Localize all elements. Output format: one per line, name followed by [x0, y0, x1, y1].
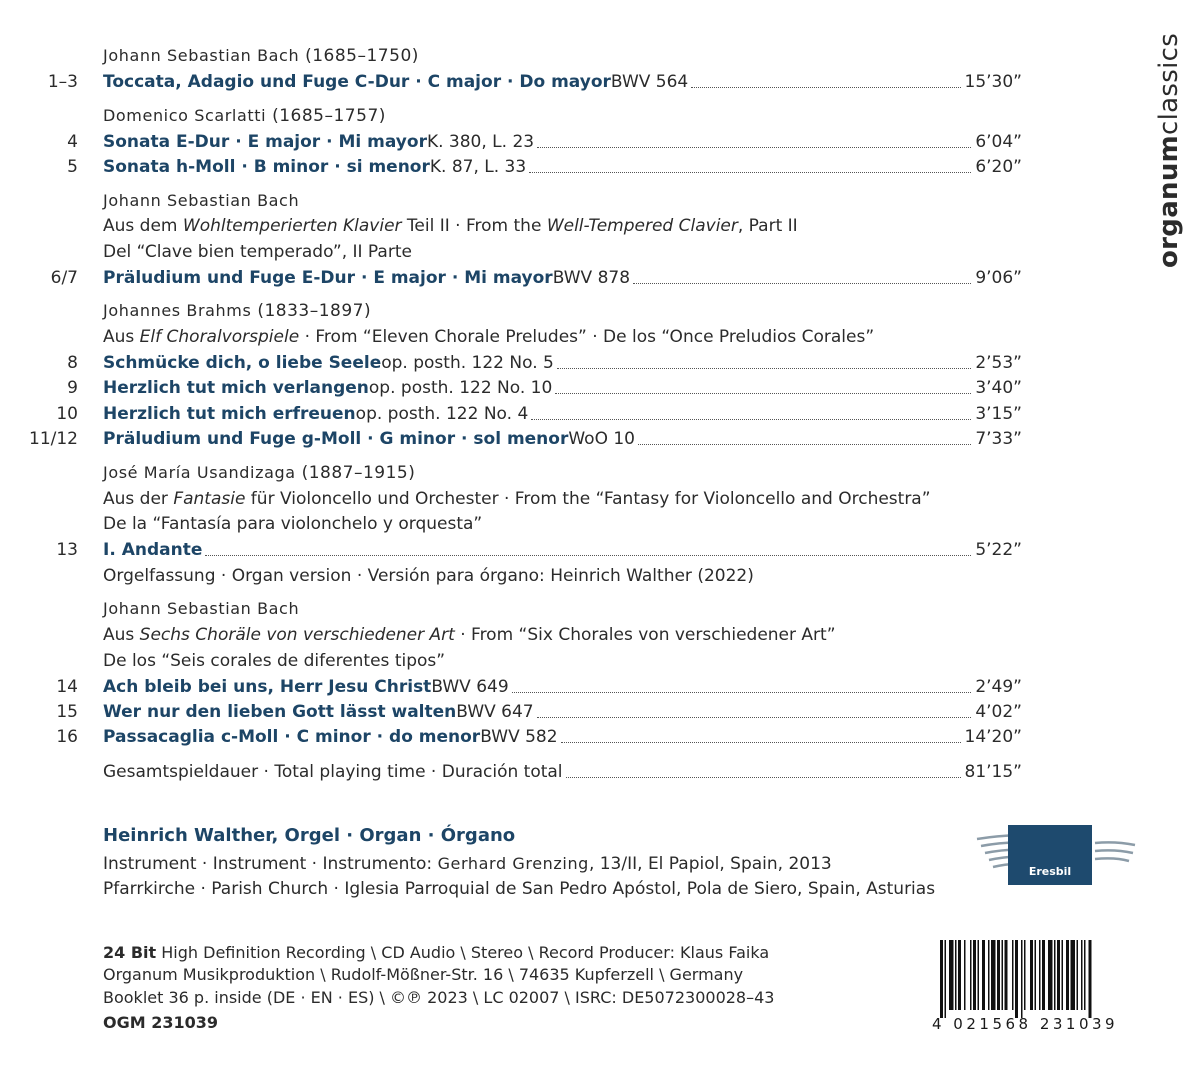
work-description-es: Del “Clave bien temperado”, II Parte: [103, 242, 412, 262]
track-duration: 3’40”: [975, 378, 1022, 398]
barcode-bar: [1021, 940, 1023, 1018]
track-title: Schmücke dich, o liebe Seele: [103, 353, 382, 373]
barcode-bar: [1015, 940, 1018, 1018]
composer-bach-2: [103, 189, 299, 213]
work-description: [103, 214, 798, 238]
dot-leader: [638, 443, 971, 445]
dot-leader: [557, 367, 972, 369]
text-fragment: High Definition Recording \ CD Audio \ Stereo \ Record Producer: Klaus Faika: [156, 943, 770, 962]
track-title: Ach bleib bei uns, Herr Jesu Christ: [103, 677, 432, 697]
track-duration: 15’30”: [964, 72, 1022, 92]
track-row: [0, 427, 1200, 451]
barcode-bar: [978, 940, 980, 1010]
track-catalog: WoO 10: [568, 429, 635, 449]
barcode-bar: [1035, 940, 1037, 1010]
track-duration: 4’02”: [975, 702, 1022, 722]
barcode-bar: [997, 940, 1000, 1010]
barcode-bar: [1081, 940, 1083, 1010]
barcode-digits: 4 021568 231039: [932, 1015, 1119, 1033]
text-fragment: Instrument · Instrument · Instrumento:: [103, 854, 438, 874]
barcode-bar: [1002, 940, 1004, 1010]
total-label: Gesamtspieldauer · Total playing time · Duración total: [103, 762, 563, 782]
track-catalog: BWV 564: [610, 72, 689, 92]
track-row: [0, 538, 1200, 562]
composer-dates: (1685–1757): [272, 106, 386, 126]
text-fragment: Teil II · From the: [401, 216, 547, 236]
credits-line-1: [103, 941, 769, 965]
track-duration: 3’15”: [975, 404, 1022, 424]
track-row: [0, 725, 1200, 749]
work-description-es: De la “Fantasía para violonchelo y orquesta”: [103, 514, 483, 534]
composer-name: Domenico Scarlatti: [103, 106, 267, 125]
composer-dates: (1887–1915): [301, 463, 416, 483]
dot-leader: [566, 776, 961, 778]
composer-brahms: [103, 299, 371, 323]
barcode-bar: [945, 940, 947, 1018]
text-fragment: · From “Six Chorales von verschiedener Art”: [454, 625, 836, 645]
track-catalog: op. posth. 122 No. 5: [381, 353, 554, 373]
text-fragment: für Violoncello und Orchester · From the “Fantasy for Violoncello and Orchestra”: [245, 489, 931, 509]
track-duration: 6’04”: [975, 132, 1022, 152]
track-duration: 7’33”: [975, 429, 1022, 449]
dot-leader: [537, 146, 971, 148]
track-number: 16: [56, 727, 78, 747]
composer-scarlatti: [103, 104, 386, 128]
barcode-bar: [1062, 940, 1064, 1010]
barcode-bar: [955, 940, 957, 1010]
barcode-bar: [973, 940, 976, 1010]
work-description: [103, 487, 931, 511]
barcode-bar: [988, 940, 990, 1010]
track-title: Herzlich tut mich verlangen: [103, 378, 369, 398]
barcode-bar: [949, 940, 954, 1010]
composer-name: José María Usandizaga: [103, 463, 296, 482]
barcode-bar: [991, 940, 996, 1010]
dot-leader: [531, 418, 971, 420]
track-row: [0, 376, 1200, 400]
barcode-bar: [1048, 940, 1053, 1010]
barcode-bar: [982, 940, 985, 1010]
text-fragment: Wohltemperierten Klavier: [182, 216, 402, 236]
track-number: 13: [56, 540, 78, 560]
track-duration: 14’20”: [964, 727, 1022, 747]
track-row: [0, 675, 1200, 699]
track-title: Sonata E-Dur · E major · Mi mayor: [103, 132, 427, 152]
barcode-bar: [940, 940, 943, 1018]
composer-usandizaga: [103, 461, 415, 485]
church-line: Pfarrkirche · Parish Church · Iglesia Parroquial de San Pedro Apóstol, Pola de Siero, Spain, Asturias: [103, 879, 936, 899]
barcode-bar: [1054, 940, 1056, 1010]
track-number: 14: [56, 677, 78, 697]
eresbil-logo: [975, 825, 1140, 885]
text-fragment: Elf Choralvorspiele: [139, 327, 300, 347]
organ-builder: Gerhard Grenzing: [437, 854, 589, 873]
track-duration: 9’06”: [975, 268, 1022, 288]
track-number: 11/12: [29, 429, 78, 449]
track-duration: 2’53”: [975, 353, 1022, 373]
text-fragment: · From “Eleven Chorale Preludes” · De los “Once Preludios Corales”: [299, 327, 875, 347]
track-title: I. Andante: [103, 540, 203, 560]
track-catalog: BWV 647: [456, 702, 534, 722]
barcode-bar: [1039, 940, 1041, 1010]
track-catalog: op. posth. 122 No. 4: [355, 404, 529, 424]
logo-label: Eresbil: [1028, 865, 1072, 878]
track-catalog: op. posth. 122 No. 10: [368, 378, 553, 398]
dot-leader: [529, 171, 971, 173]
track-number: 4: [67, 132, 78, 152]
text-fragment: , Part II: [737, 216, 798, 236]
composer-bach-3: [103, 597, 299, 621]
brand-part2: classics: [1154, 32, 1184, 135]
track-catalog: BWV 582: [480, 727, 558, 747]
work-description-es: De los “Seis corales de diferentes tipos”: [103, 651, 446, 671]
total-row: [0, 760, 1200, 784]
track-duration: 2’49”: [975, 677, 1022, 697]
barcode-bar: [1042, 940, 1045, 1010]
credits-line-2: Organum Musikproduktion \ Rudolf-Mößner-Str. 16 \ 74635 Kupferzell \ Germany: [103, 965, 744, 984]
barcode-bar: [1030, 940, 1033, 1010]
track-number: 15: [56, 702, 78, 722]
barcode-bar: [1077, 940, 1079, 1010]
track-row: [0, 402, 1200, 426]
text-fragment: Aus: [103, 625, 140, 645]
text-fragment: 24 Bit: [103, 943, 157, 962]
track-number: 9: [67, 378, 78, 398]
text-fragment: Sechs Choräle von verschiedener Art: [139, 625, 455, 645]
track-title: Sonata h-Moll · B minor · si menor: [103, 157, 430, 177]
arrangement-note: Orgelfassung · Organ version · Versión para órgano: Heinrich Walther (2022): [103, 566, 754, 586]
track-row: [0, 70, 1200, 94]
total-duration: 81’15”: [964, 762, 1022, 782]
composer-name: Johann Sebastian Bach: [103, 191, 300, 210]
barcode-bar: [1071, 940, 1076, 1010]
text-fragment: , 13/II, El Papiol, Spain, 2013: [588, 854, 832, 874]
track-title: Präludium und Fuge E-Dur · E major · Mi mayor: [103, 268, 553, 288]
composer-bach-1: [103, 44, 419, 68]
track-number: 1–3: [47, 72, 78, 92]
track-row: [0, 351, 1200, 375]
credits-line-3: Booklet 36 p. inside (DE · EN · ES) \ ©℗ 2023 \ LC 02007 \ ISRC: DE5072300028–43: [103, 988, 775, 1007]
track-number: 10: [56, 404, 78, 424]
barcode-bar: [1005, 940, 1008, 1010]
track-catalog: K. 87, L. 33: [429, 157, 527, 177]
barcode-bar: [1012, 940, 1014, 1010]
composer-dates: (1833–1897): [257, 301, 372, 321]
barcode-bar: [964, 940, 966, 1010]
dot-leader: [561, 741, 961, 743]
brand-part1: organum: [1154, 134, 1184, 268]
track-catalog: BWV 649: [431, 677, 509, 697]
barcode-bar: [970, 940, 972, 1010]
composer-name: Johann Sebastian Bach: [103, 46, 300, 65]
dot-leader: [555, 392, 971, 394]
track-catalog: BWV 878: [552, 268, 631, 288]
barcode-bar: [958, 940, 961, 1010]
track-catalog: K. 380, L. 23: [426, 132, 535, 152]
track-title: Wer nur den lieben Gott lässt walten: [103, 702, 457, 722]
dot-leader: [512, 691, 972, 693]
work-description: [103, 623, 836, 647]
barcode-bar: [1057, 940, 1060, 1010]
track-row: [0, 700, 1200, 724]
instrument-line: [103, 852, 832, 876]
text-fragment: Aus dem: [103, 216, 183, 236]
text-fragment: Aus der: [103, 489, 174, 509]
text-fragment: Aus: [103, 327, 140, 347]
dot-leader: [691, 86, 960, 88]
barcode-bar: [1084, 940, 1086, 1010]
track-title: Toccata, Adagio und Fuge C-Dur · C major · Do mayor: [103, 72, 611, 92]
track-title: Passacaglia c-Moll · C minor · do menor: [103, 727, 481, 747]
performer-name: Heinrich Walther, Orgel · Organ · Órgano: [103, 825, 516, 846]
composer-name: Johannes Brahms: [103, 301, 252, 320]
barcode-bar: [1066, 940, 1069, 1010]
text-fragment: Well-Tempered Clavier: [546, 216, 738, 236]
track-number: 6/7: [50, 268, 78, 288]
work-description: [103, 325, 874, 349]
track-duration: 6’20”: [975, 157, 1022, 177]
track-title: Herzlich tut mich erfreuen: [103, 404, 356, 424]
composer-name: Johann Sebastian Bach: [103, 599, 300, 618]
dot-leader: [537, 716, 972, 718]
track-number: 8: [67, 353, 78, 373]
track-row: [0, 155, 1200, 179]
dot-leader: [205, 554, 971, 556]
text-fragment: Fantasie: [173, 489, 246, 509]
track-row: [0, 266, 1200, 290]
catalog-number: OGM 231039: [103, 1013, 219, 1032]
track-row: [0, 130, 1200, 154]
barcode-bar: [1024, 940, 1026, 1010]
barcode-bar: [1089, 940, 1092, 1018]
composer-dates: (1685–1750): [305, 46, 419, 66]
track-duration: 5’22”: [975, 540, 1022, 560]
dot-leader: [633, 282, 971, 284]
track-title: Präludium und Fuge g-Moll · G minor · sol menor: [103, 429, 569, 449]
track-number: 5: [67, 157, 78, 177]
